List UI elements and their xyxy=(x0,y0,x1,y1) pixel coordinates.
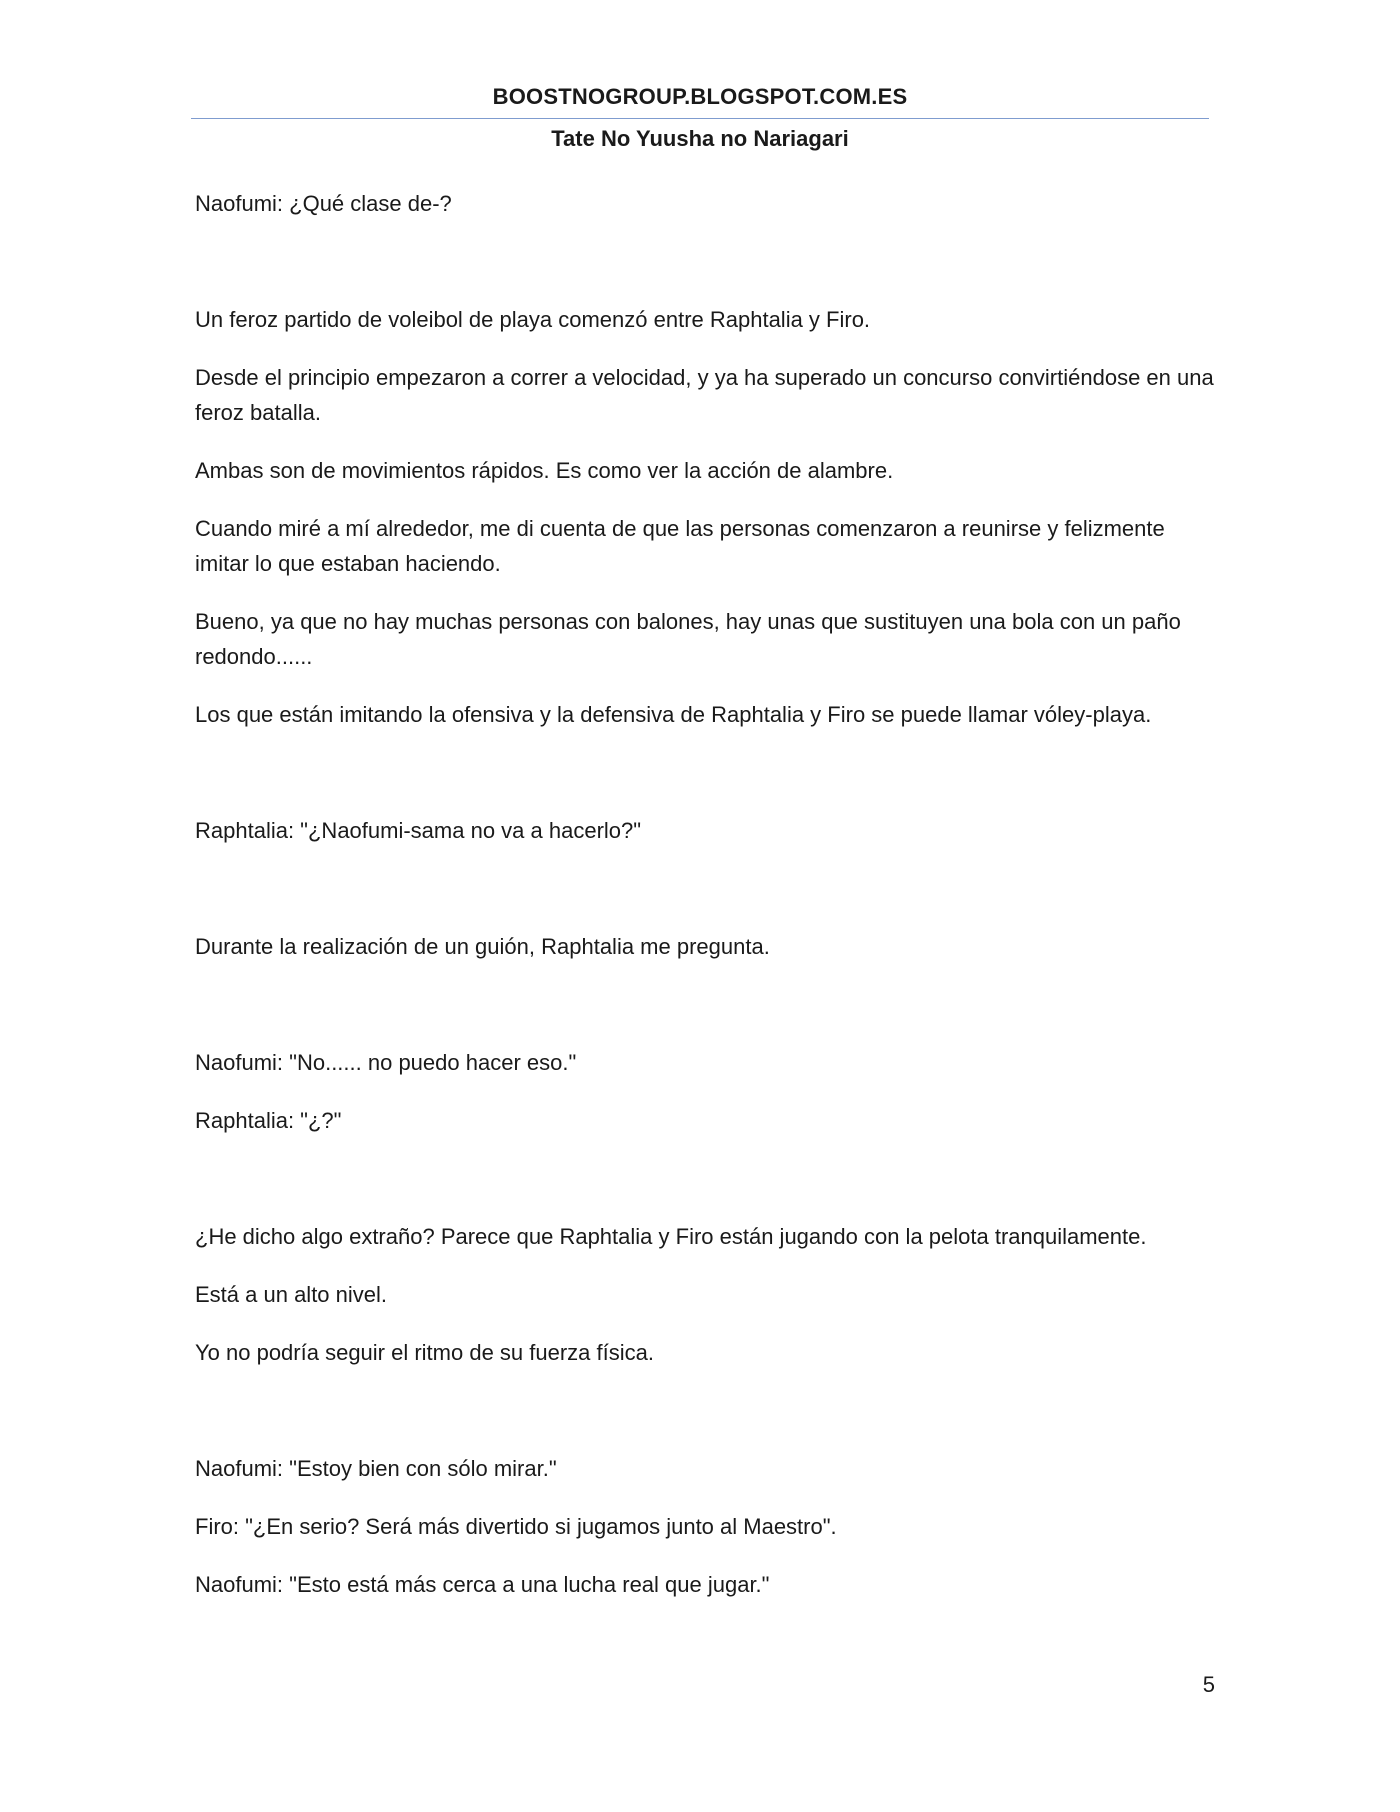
paragraph-17: Naofumi: "Esto está más cerca a una lucha real que jugar." xyxy=(195,1572,770,1597)
paragraph-10: Naofumi: "No...... no puedo hacer eso." xyxy=(195,1050,577,1075)
paragraph-16: Firo: "¿En serio? Será más divertido si jugamos junto al Maestro". xyxy=(195,1514,837,1539)
paragraph-4: Ambas son de movimientos rápidos. Es como ver la acción de alambre. xyxy=(195,458,894,483)
paragraph-3: Desde el principio empezaron a correr a velocidad, y ya ha superado un concurso convirtiéndose en una feroz batalla. xyxy=(195,365,1214,425)
paragraph-11: Raphtalia: "¿?" xyxy=(195,1108,342,1133)
paragraph-7: Los que están imitando la ofensiva y la defensiva de Raphtalia y Firo se puede llamar vóley-playa. xyxy=(195,702,1152,727)
header-divider xyxy=(191,118,1209,119)
paragraph-14: Yo no podría seguir el ritmo de su fuerza física. xyxy=(195,1340,654,1365)
header-site-url: BOOSTNOGROUP.BLOGSPOT.COM.ES xyxy=(492,84,908,109)
paragraph-12: ¿He dicho algo extraño? Parece que Raphtalia y Firo están jugando con la pelota tranquilamente. xyxy=(195,1224,1147,1249)
paragraph-9: Durante la realización de un guión, Raphtalia me pregunta. xyxy=(195,934,770,959)
paragraph-6: Bueno, ya que no hay muchas personas con balones, hay unas que sustituyen una bola con un paño redondo...... xyxy=(195,609,1181,669)
paragraph-13: Está a un alto nivel. xyxy=(195,1282,388,1307)
paragraph-15: Naofumi: "Estoy bien con sólo mirar." xyxy=(195,1456,557,1481)
paragraph-1: Naofumi: ¿Qué clase de-? xyxy=(195,191,452,216)
body-text xyxy=(195,186,1215,1625)
paragraph-8: Raphtalia: "¿Naofumi-sama no va a hacerlo?" xyxy=(195,818,642,843)
paragraph-5: Cuando miré a mí alrededor, me di cuenta de que las personas comenzaron a reunirse y felizmente imitar lo que estaban haciendo. xyxy=(195,516,1165,576)
page-number: 5 xyxy=(1202,1672,1215,1697)
paragraph-2: Un feroz partido de voleibol de playa comenzó entre Raphtalia y Firo. xyxy=(195,307,871,332)
header-title: Tate No Yuusha no Nariagari xyxy=(551,126,849,151)
